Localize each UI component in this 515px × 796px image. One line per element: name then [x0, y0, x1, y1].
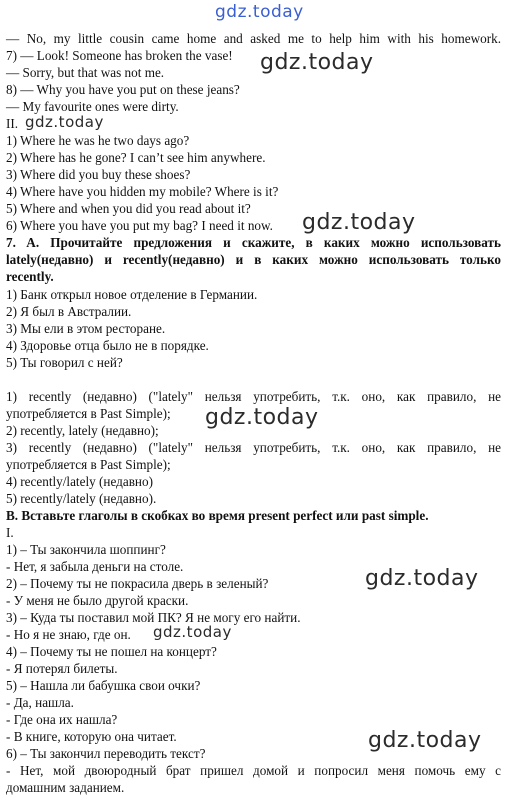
text-line: 6) Where you have you put my bag? I need it now. — [6, 218, 273, 233]
section-heading: I. — [6, 525, 14, 540]
text-line: - Нет, я забыла деньги на столе. — [6, 559, 184, 574]
text-line: 2) Where has he gone? I can’t see him anywhere. — [6, 150, 266, 165]
text-line: 2) – Почему ты не покрасила дверь в зеленый? — [6, 576, 269, 591]
watermark: gdz.today — [302, 210, 416, 235]
text-line: домашним заданием. — [6, 780, 125, 795]
text-line: 2) Я был в Австралии. — [6, 304, 132, 319]
text-line: 5) recently/lately (недавно). — [6, 491, 157, 506]
text-line: - Я потерял билеты. — [6, 661, 118, 676]
watermark: gdz.today — [260, 50, 374, 75]
text-line: 4) – Почему ты не пошел на концерт? — [6, 644, 217, 659]
text-line: — My favourite ones were dirty. — [6, 99, 179, 114]
text-line: 3) recently (недавно) ("lately" нельзя употребить, т.к. оно, как правило, не — [6, 440, 501, 455]
text-line: - У меня не было другой краски. — [6, 593, 189, 608]
watermark: gdz.today — [25, 113, 104, 131]
exercise-heading: B. Вставьте глаголы в скобках во время present perfect или past simple. — [6, 508, 429, 523]
text-line: 3) – Куда ты поставил мой ПК? Я не могу его найти. — [6, 610, 301, 625]
text-line: 4) Здоровье отца было не в порядке. — [6, 338, 209, 353]
text-line: - Но я не знаю, где он. — [6, 627, 131, 642]
text-line: 3) Where did you buy these shoes? — [6, 167, 191, 182]
text-line: - Да, нашла. — [6, 695, 74, 710]
text-line: 1) Банк открыл новое отделение в Германии. — [6, 287, 258, 302]
watermark: gdz.today — [205, 405, 319, 430]
text-line: 5) Ты говорил с ней? — [6, 355, 123, 370]
text-line: 7) — Look! Someone has broken the vase! — [6, 48, 233, 63]
text-line: — Sorry, but that was not me. — [6, 65, 165, 80]
text-line: 8) — Why you have you put on these jeans? — [6, 82, 240, 97]
text-line: 5) Where and when you did you read about it? — [6, 201, 251, 216]
text-line: 1) – Ты закончила шоппинг? — [6, 542, 166, 557]
exercise-heading: 7. A. Прочитайте предложения и скажите, в каких можно использовать — [6, 235, 501, 250]
text-line: 5) – Нашла ли бабушка свои очки? — [6, 678, 201, 693]
text-line: 4) Where have you hidden my mobile? Where is it? — [6, 184, 279, 199]
text-line: — No, my little cousin came home and asked me to help him with his homework. — [6, 31, 501, 46]
text-line: 1) Where he was he two days ago? — [6, 133, 190, 148]
text-line: - Нет, мой двоюродный брат пришел домой и попросил меня помочь ему с — [6, 763, 501, 778]
text-line: употребляется в Past Simple); — [6, 406, 171, 421]
text-line: 1) recently (недавно) ("lately" нельзя употребить, т.к. оно, как правило, не — [6, 389, 501, 404]
watermark: gdz.today — [153, 623, 232, 641]
text-line: употребляется в Past Simple); — [6, 457, 171, 472]
exercise-heading: recently. — [6, 269, 54, 284]
text-line: 2) recently, lately (недавно); — [6, 423, 159, 438]
watermark: gdz.today — [365, 566, 479, 591]
exercise-heading: lately(недавно) и recently(недавно) и в каких можно использовать только — [6, 252, 501, 267]
text-line: 6) – Ты закончил переводить текст? — [6, 746, 206, 761]
section-heading: II. — [6, 116, 19, 131]
text-line: - Где она их нашла? — [6, 712, 118, 727]
text-line: 3) Мы ели в этом ресторане. — [6, 321, 166, 336]
watermark: gdz.today — [368, 728, 482, 753]
text-line: - В книге, которую она читает. — [6, 729, 177, 744]
watermark-top: gdz.today — [215, 2, 304, 22]
text-line: 4) recently/lately (недавно) — [6, 474, 153, 489]
